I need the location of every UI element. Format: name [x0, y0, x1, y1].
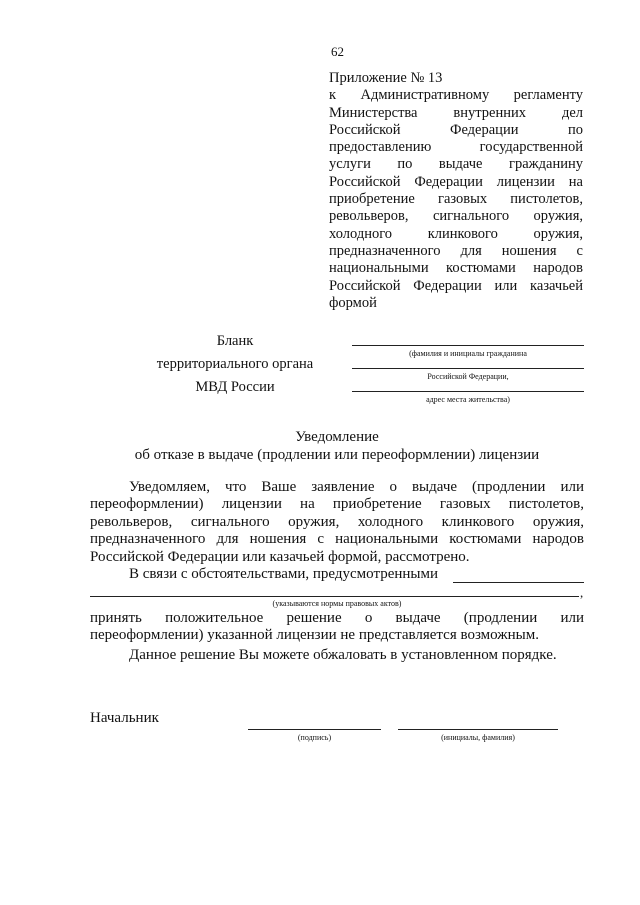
norms-line-comma: ,: [580, 585, 584, 600]
page-number: 62: [331, 44, 344, 59]
appendix-line: предоставлению государственной: [329, 139, 583, 156]
recipient-country-caption: Российской Федерации,: [427, 372, 509, 381]
signature-line: [248, 729, 381, 730]
appendix-line: предназначенного для ношения с: [329, 242, 583, 259]
paragraph-line: предназначенного для ношения с национальными костюмами народов: [90, 531, 584, 548]
name-caption: (инициалы, фамилия): [441, 733, 515, 742]
paragraph-line: револьверов, сигнального оружия, холодного клинкового оружия,: [90, 513, 584, 530]
recipient-name-caption: (фамилия и инициалы гражданина: [409, 349, 527, 358]
appendix-line: приобретение газовых пистолетов,: [329, 191, 583, 208]
appendix-line: револьверов, сигнального оружия,: [329, 208, 583, 225]
appendix-header: [329, 70, 583, 312]
appendix-line: к Административному регламенту: [329, 87, 583, 104]
norms-caption: (указываются нормы правовых актов): [272, 599, 402, 608]
recipient-address-line: [352, 391, 584, 392]
notice-paragraph-3: [90, 610, 584, 645]
appendix-line: Приложение № 13: [329, 70, 443, 86]
recipient-address-caption: адрес места жительства): [426, 395, 510, 404]
letterhead-line: территориального органа: [156, 356, 314, 372]
signatory-position: Начальник: [90, 710, 159, 726]
paragraph-line: Российской Федерации или казачьей формой, рассмотрено.: [90, 548, 470, 565]
appendix-line: Российской Федерации или казачьей: [329, 277, 583, 294]
paragraph-line: Уведомляем, что Ваше заявление о выдаче (продлении или: [129, 479, 584, 495]
appendix-line: формой: [329, 294, 377, 311]
paragraph-line: принять положительное решение о выдаче (продлении или: [90, 610, 584, 626]
circumstances-text: В связи с обстоятельствами, предусмотренными: [129, 566, 439, 582]
appendix-line: услуги по выдаче гражданину: [329, 156, 583, 173]
paragraph-line: переоформлении) лицензии на приобретение газовых пистолетов,: [90, 496, 584, 513]
paragraph-line: переоформлении) указанной лицензии не представляется возможным.: [90, 627, 539, 644]
circumstances-fill-line: [453, 582, 584, 583]
norms-fill-line: [90, 596, 579, 597]
letterhead-line: МВД России: [195, 379, 275, 395]
letterhead-line: Бланк: [216, 333, 254, 349]
appeal-text: Данное решение Вы можете обжаловать в установленном порядке.: [129, 647, 557, 663]
appendix-line: Российской Федерации по: [329, 121, 583, 138]
signature-caption: (подпись): [297, 733, 332, 742]
appendix-line: Российской Федерации лицензии на: [329, 173, 583, 190]
notice-subtitle: об отказе в выдаче (продлении или переоформлении) лицензии: [134, 447, 540, 463]
appendix-line: холодного клинкового оружия,: [329, 225, 583, 242]
appendix-line: Министерства внутренних дел: [329, 104, 583, 121]
notice-paragraph-1: [90, 479, 584, 566]
name-line: [398, 729, 558, 730]
recipient-country-line: [352, 368, 584, 369]
appendix-line: национальными костюмами народов: [329, 260, 583, 277]
letterhead-block: [140, 330, 330, 399]
recipient-name-line: [352, 345, 584, 346]
notice-title: Уведомление: [295, 429, 379, 445]
